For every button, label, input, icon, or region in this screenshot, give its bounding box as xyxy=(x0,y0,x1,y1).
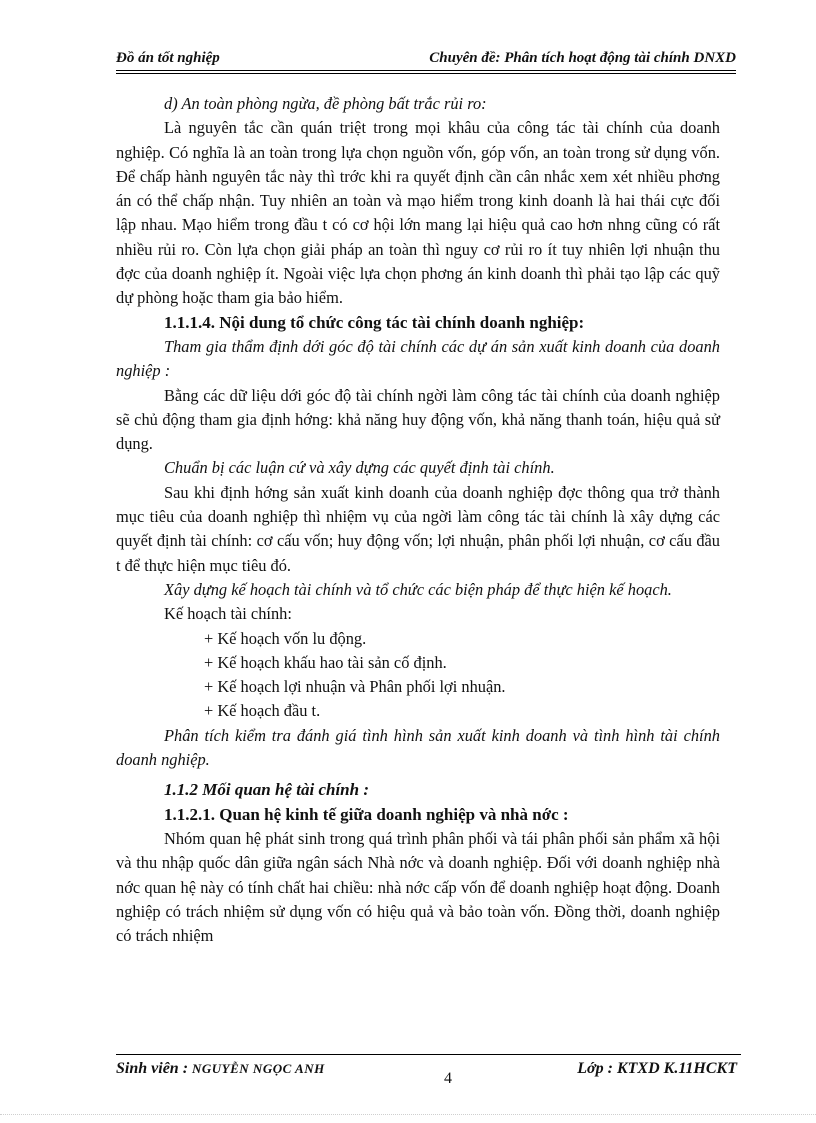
list-item: + Kế hoạch đầu t. xyxy=(204,701,321,721)
paragraph: Sau khi định hớng sản xuất kinh doanh của doanh nghiệp đợc thông qua trở thành mục tiêu của doanh nghiệp thì nhiệm vụ của ngời làm công tác tài chính là xây dựng các quyết định tài chính: cơ cấu vốn; huy động vốn; lợi nhuận, phân phối lợi nhuận, cơ cấu đầu t để thực hiện mục tiêu đó. xyxy=(116,482,720,575)
italic-paragraph: Xây dựng kế hoạch tài chính và tổ chức các biện pháp để thực hiện kế hoạch. xyxy=(164,579,672,599)
list-item: + Kế hoạch vốn lu động. xyxy=(204,628,367,648)
page-header xyxy=(116,50,736,70)
section-heading: 1.1.2 Mối quan hệ tài chính : xyxy=(164,780,369,800)
paragraph: Bằng các dữ liệu dới góc độ tài chính ngời làm công tác tài chính của doanh nghiệp sẽ chủ động tham gia định hớng: khả năng huy động vốn, khả năng thanh toán, hiệu quả sử dụng. xyxy=(116,385,720,454)
plan-label: Kế hoạch tài chính: xyxy=(164,604,292,624)
paragraph: Nhóm quan hệ phát sinh trong quá trình phân phối và tái phân phối sản phẩm xã hội và thu nhập quốc dân giữa ngân sách Nhà nớc và doanh nghiệp. Đối với doanh nghiệp nhà nớc quan hệ này có tính chất hai chiều: nhà nớc cấp vốn để doanh nghiệp hoạt động. Doanh nghiệp có trách nhiệm sử dụng vốn có hiệu quả và bảo toàn vốn. Đồng thời, doanh nghiệp có trách nhiệm xyxy=(116,828,720,946)
header-right: Chuyên đề: Phân tích hoạt động tài chính DNXD xyxy=(429,50,736,66)
footer-student xyxy=(116,1060,325,1078)
italic-paragraph: Phân tích kiểm tra đánh giá tình hình sản xuất kinh doanh và tình hình tài chính doanh nghiệp. xyxy=(116,725,720,770)
page-number: 4 xyxy=(444,1070,452,1087)
list-item: + Kế hoạch khấu hao tài sản cố định. xyxy=(204,652,447,672)
section-heading: 1.1.1.4. Nội dung tổ chức công tác tài chính doanh nghiệp: xyxy=(164,312,585,332)
header-rule xyxy=(116,70,736,74)
paragraph: Là nguyên tắc cần quán triệt trong mọi khâu của công tác tài chính của doanh nghiệp. Có nghĩa là an toàn trong lựa chọn nguồn vốn, góp vốn, an toàn trong sử dụng vốn. Để chấp hành nguyên tắc này thì trớc khi ra quyết định cần cân nhắc xem xét nhiều phơng án có thể chấp nhận. Tuy nhiên an toàn và mạo hiểm trong kinh doanh là hai thái cực đối lập nhau. Mạo hiểm trong đầu t có cơ hội lớn mang lại hiệu quả cao hơn nhng cũng có rất nhiều rủi ro. Còn lựa chọn giải pháp an toàn thì nguy cơ rủi ro ít tuy nhiên lợi nhuận thu đợc của doanh nghiệp ít. Ngoài việc lựa chọn phơng án kinh doanh thì phải tạo lập các quỹ dự phòng hoặc tham gia bảo hiểm. xyxy=(116,118,720,308)
italic-paragraph: Tham gia thẩm định dới góc độ tài chính các dự án sản xuất kinh doanh của doanh nghiệp : xyxy=(116,336,720,381)
page-edge xyxy=(0,1114,816,1115)
footer-class: Lớp : KTXD K.11HCKT xyxy=(577,1060,737,1077)
student-name: NGUYỄN NGỌC ANH xyxy=(192,1061,325,1076)
header-left: Đồ án tốt nghiệp xyxy=(116,50,220,66)
italic-paragraph: Chuẩn bị các luận cứ và xây dựng các quyết định tài chính. xyxy=(164,458,555,478)
page-footer xyxy=(116,1058,741,1088)
student-label: Sinh viên : xyxy=(116,1060,193,1077)
page-body xyxy=(116,92,720,948)
subsection-d: d) An toàn phòng ngừa, đề phòng bất trắc rủi ro: xyxy=(164,94,487,113)
footer-rule xyxy=(116,1054,741,1055)
list-item: + Kế hoạch lợi nhuận và Phân phối lợi nhuận. xyxy=(204,677,506,697)
section-heading: 1.1.2.1. Quan hệ kinh tế giữa doanh nghiệp và nhà nớc : xyxy=(164,804,569,824)
